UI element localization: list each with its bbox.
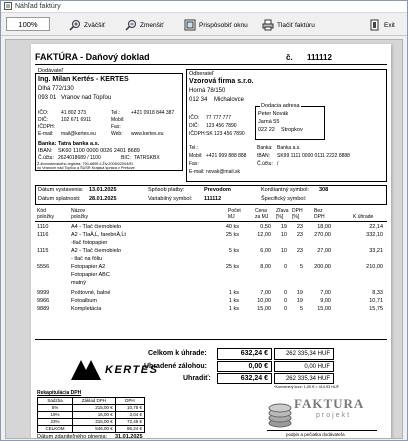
vat-header-vat: DPH [115, 398, 144, 405]
supplier-tel: +421 0918 844 387 [131, 110, 175, 116]
item-name: A2 - TlaÄ‚Ĺ‚ farebnÄ‚Ĺt [71, 232, 126, 238]
item-name-line: -tlač fotopapier [71, 240, 108, 246]
zoom-in-button[interactable] [69, 17, 105, 33]
item-total: 22,14 [369, 224, 383, 230]
item-code: 1115 [37, 248, 49, 254]
vat-header-row [38, 398, 145, 405]
due-date-label: Dátum splatnosti: [38, 196, 81, 202]
customer-iban: SK99 1111 0000 0111 2222 8888 [277, 153, 350, 159]
print-button[interactable] [262, 17, 315, 33]
signature-line [267, 430, 377, 431]
item-name-line: Fotopapier ABC [71, 272, 110, 278]
customer-name: Vzorová firma s.r.o. [189, 78, 254, 85]
customer-icdph: SK 123 456 7890 [206, 131, 245, 137]
heading-rule [35, 64, 387, 65]
supplier-bank-label: Banka: [38, 141, 57, 147]
supplier-web-label: Web: [111, 131, 123, 137]
kertes-logo-text: KERTES [105, 364, 159, 376]
delivery-zip: 022 22 [258, 127, 275, 133]
item-qty: 40 ks [225, 224, 239, 230]
supplier-bic: TATRSKBX [134, 155, 160, 161]
delivery-street: Jarná 55 [258, 119, 280, 125]
item-qty: 1 ks [228, 290, 239, 296]
customer-ico-label: IČO: [189, 115, 200, 121]
item-total: 15,75 [369, 306, 383, 312]
vat-rate: 19% [38, 412, 73, 419]
issue-date: 13.01.2025 [89, 187, 117, 193]
item-disc: 19 [296, 298, 303, 304]
constant-symbol-label: Konštantný symbol: [261, 187, 309, 193]
due-eur: 632,24 € [217, 373, 272, 384]
customer-city: Michalovce [214, 97, 245, 103]
paid-label: Uhradené zálohou: [144, 363, 208, 370]
vat-row [38, 405, 145, 412]
customer-zip: 012 34 [189, 97, 208, 103]
customer-iban-label: IBAN: [257, 153, 271, 159]
invoice-page [31, 44, 391, 439]
item-net: 9,00 [320, 298, 331, 304]
fit-window-button[interactable] [184, 17, 248, 33]
supplier-iban-label: IBAN: [38, 148, 53, 154]
zoom-out-icon [125, 19, 137, 31]
item-total: 10,71 [369, 298, 383, 304]
vat-rate: 23% [38, 419, 73, 426]
zoom-in-label: Zväčšiť [84, 21, 106, 29]
vat-amount: 72,45 € [115, 419, 144, 426]
item-net: 15,00 [317, 306, 331, 312]
zoom-out-button[interactable] [125, 17, 164, 33]
item-code: 1110 [37, 224, 49, 230]
supplier-mobil-label: Mobil: [111, 117, 125, 123]
zoom-out-label: Zmenšiť [140, 21, 164, 29]
vat-total-row [38, 426, 145, 433]
item-code: 9889 [37, 306, 50, 312]
paid-eur: 0,00 € [217, 361, 272, 372]
supplier-acct-label: Č.účtu: [38, 155, 54, 161]
item-total: 33,21 [369, 248, 383, 254]
customer-fax-label: Fax: [189, 161, 199, 167]
vat-row [38, 412, 145, 419]
item-qty: 25 ks [225, 264, 239, 270]
supplier-email-label: E-mail: [38, 131, 54, 137]
supplier-tel-label: Tel.: [111, 110, 121, 116]
signature-caption: podpis a pečiatka dodávateľa [286, 432, 345, 437]
item-net: 27,00 [317, 248, 331, 254]
item-vat: 0 [283, 290, 287, 296]
app-icon [4, 2, 12, 12]
tax-date: 31.01.2025 [115, 434, 143, 439]
customer-bank: Banka a.s. [277, 145, 301, 151]
customer-street: Horná 78/150 [189, 88, 226, 94]
item-name: Kompletácia [71, 306, 102, 312]
vat-summary-table [37, 397, 145, 433]
customer-icdph-label: IČDPH: [189, 131, 206, 137]
item-disc: 5 [299, 264, 303, 270]
supplier-city: Vranov nad Topľou [61, 95, 112, 101]
supplier-dic: 102 671 6911 [61, 117, 92, 123]
due-huf: 262 335,34 HUF [274, 373, 334, 384]
total-label: Celkom k úhrade: [148, 350, 207, 357]
vat-amount: 10,75 € [115, 405, 144, 412]
fit-window-label: Prispôsobiť oknu [199, 21, 248, 29]
item-price: 12,00 [257, 232, 271, 238]
customer-email: novak@mail.sk [206, 169, 240, 175]
preview-area[interactable] [5, 39, 403, 439]
customer-label: Odberateľ [189, 71, 214, 77]
item-total: 332,10 [366, 232, 383, 238]
zoom-select[interactable]: 100% [6, 17, 50, 31]
supplier-zip: 093 01 [38, 95, 57, 101]
supplier-street: Dlhá 772/130 [38, 86, 74, 92]
delivery-city: Stropkov [281, 127, 303, 133]
item-vat: 0 [283, 264, 287, 270]
vat-amount: 3,04 € [115, 412, 144, 419]
item-total: 8,33 [372, 290, 383, 296]
item-qty: 5 ks [228, 248, 239, 254]
due-date: 28.01.2025 [89, 196, 117, 202]
total-huf: 262 335,34 HUF [274, 348, 334, 360]
item-net: 270,00 [314, 232, 331, 238]
items-bottom-rule [35, 339, 387, 340]
specific-symbol-label: Špecifický symbol: [261, 196, 307, 202]
item-code: 9999 [37, 290, 50, 296]
vat-summary-title: Rekapitulácia DPH [37, 390, 82, 396]
col-qty: Počet MJ [228, 208, 241, 220]
toolbar [1, 14, 407, 36]
col-net: Bez DPH [314, 208, 325, 220]
supplier-ico-label: IČO: [38, 110, 49, 116]
vat-base: 315,00 € [73, 419, 116, 426]
item-code: 1116 [37, 232, 49, 238]
item-code: 9966 [37, 298, 50, 304]
item-disc: 23 [296, 232, 303, 238]
issue-date-label: Dátum vystavenia: [38, 187, 84, 193]
item-total: 210,00 [366, 264, 383, 270]
item-name: A2 - Tlač čiernobielo [71, 248, 122, 254]
print-label: Tlačiť faktúru [277, 21, 315, 29]
supplier-bic-label: BIC: [121, 155, 131, 161]
item-vat: 10 [280, 232, 287, 238]
invoice-number: 111112 [307, 53, 332, 62]
item-disc: 23 [296, 224, 303, 230]
delivery-name: Peter Novák [258, 111, 289, 117]
item-disc: 23 [296, 248, 303, 254]
invoice-number-label: č. [286, 53, 293, 62]
vat-amount: 86,24 € [115, 426, 144, 433]
item-vat: 0 [283, 298, 287, 304]
item-name: Fotopapier A2 [71, 264, 106, 270]
item-vat: 10 [280, 248, 287, 254]
supplier-dic-label: DIČ: [38, 117, 48, 123]
coins-icon [267, 402, 293, 433]
printer-icon [262, 19, 274, 31]
vat-base: 215,00 € [73, 405, 116, 412]
supplier-name: Ing. Milan Kertés - KERTES [38, 76, 129, 83]
item-qty: 25 ks [225, 232, 239, 238]
col-unit-price: Cena za MJ [255, 208, 269, 220]
item-price: 10,00 [257, 298, 271, 304]
supplier-icdph-label: IČDPH: [38, 124, 55, 130]
item-name: Fotoalbum [71, 298, 97, 304]
items-header-rule [35, 221, 387, 222]
customer-ico: 77 777 777 [206, 115, 232, 121]
variable-symbol: 111112 [204, 196, 222, 202]
zoom-in-icon [69, 19, 81, 31]
item-code: 5556 [37, 264, 50, 270]
window-title: Náhľad faktúry [15, 3, 61, 10]
col-code: Kód položky [37, 208, 54, 220]
supplier-label: Dodávateľ [38, 68, 64, 74]
supplier-register-1: Ž.živnostenského registra: 790-6895 č.Živ.2005/02004/ID [37, 162, 134, 166]
item-vat: 0 [283, 306, 287, 312]
item-disc: 19 [296, 290, 303, 296]
delivery-label: Dodacia adresa [261, 103, 300, 109]
exit-button[interactable] [369, 17, 395, 33]
supplier-fax-label: Fax: [111, 124, 121, 130]
tax-date-label: Dátum zdaniteľného plnenia: [37, 434, 108, 439]
customer-bank-label: Banka: [257, 145, 273, 151]
item-net: 18,00 [317, 224, 331, 230]
payment-method-label: Spôsob platby: [148, 187, 185, 193]
customer-email-label: E-mail: [189, 169, 205, 175]
vat-base: 16,00 € [73, 412, 116, 419]
exit-label: Exit [384, 21, 395, 29]
item-price: 6,00 [260, 248, 271, 254]
item-name-line: - tlač na fóliu [71, 256, 103, 262]
constant-symbol: 308 [319, 187, 329, 193]
brand-logo-bottom: projekt [316, 412, 352, 419]
payment-method: Prevodom [204, 187, 231, 193]
col-name: Názov položky [71, 208, 88, 220]
supplier-web: www.kertes.eu [131, 131, 164, 137]
exit-icon [369, 19, 381, 31]
customer-tel-label: Tel.: [189, 145, 199, 151]
variable-symbol-label: Variabilný symbol: [148, 196, 193, 202]
item-qty: 1 ks [228, 298, 239, 304]
item-name-line: matný [71, 280, 86, 286]
item-price: 0,50 [260, 224, 271, 230]
due-label: Uhradiť: [183, 375, 211, 382]
item-net: 7,00 [320, 290, 331, 296]
col-vat-pct: Zľava [%] [276, 208, 289, 220]
customer-dic: 123 456 7890 [206, 123, 237, 129]
paid-huf: 0,00 HUF [274, 361, 334, 372]
supplier-iban: SK60 1100 0000 0026 2401 8689 [58, 148, 140, 154]
col-disc-pct: DPH [%] [292, 208, 303, 220]
vat-rate: CELKOM [38, 426, 73, 433]
fit-window-icon [184, 19, 196, 31]
item-price: 15,00 [257, 306, 271, 312]
item-net: 200,00 [314, 264, 331, 270]
vat-base: 546,00 € [73, 426, 116, 433]
item-vat: 19 [280, 224, 287, 230]
title-bar [1, 1, 407, 13]
vat-header-base: Základ DPH [73, 398, 116, 405]
col-total: K úhrade [353, 214, 374, 220]
vat-rate: 5% [38, 405, 73, 412]
item-disc: 5 [299, 306, 303, 312]
conversion-rate: *Konverzný kurz: 1,00 € = 414,93 HUF [274, 385, 340, 389]
invoice-heading: FAKTÚRA - Daňový doklad [35, 52, 150, 62]
supplier-bank: Tatra banka a.s. [58, 141, 100, 147]
item-name: Poštovné, balné [71, 290, 111, 296]
brand-logo-top: FAKTURA [294, 396, 365, 411]
item-name: A4 - Tlač čiernobielo [71, 224, 122, 230]
customer-acct-label: Č.účtu: [257, 161, 273, 167]
supplier-acct: 2624018689 / 1100 [58, 155, 101, 161]
customer-acct: / [277, 161, 279, 167]
item-price: 7,00 [260, 290, 271, 296]
vat-row [38, 419, 145, 426]
vat-header-rate: Sadzba [38, 398, 73, 405]
customer-mobil: +421 999 888 888 [206, 153, 247, 159]
supplier-ico: 41 802 373 [61, 110, 87, 116]
item-qty: 1 ks [228, 306, 239, 312]
supplier-email: mail@kertes.eu [61, 131, 96, 137]
item-price: 8,00 [260, 264, 271, 270]
customer-dic-label: DIČ: [189, 123, 199, 129]
supplier-register-2: vo Vranove nad Topľou a ŠUSR Krajská správa v Prešove [37, 166, 135, 170]
customer-mobil-label: Mobil: [189, 153, 203, 159]
total-eur: 632,24 € [217, 348, 272, 360]
